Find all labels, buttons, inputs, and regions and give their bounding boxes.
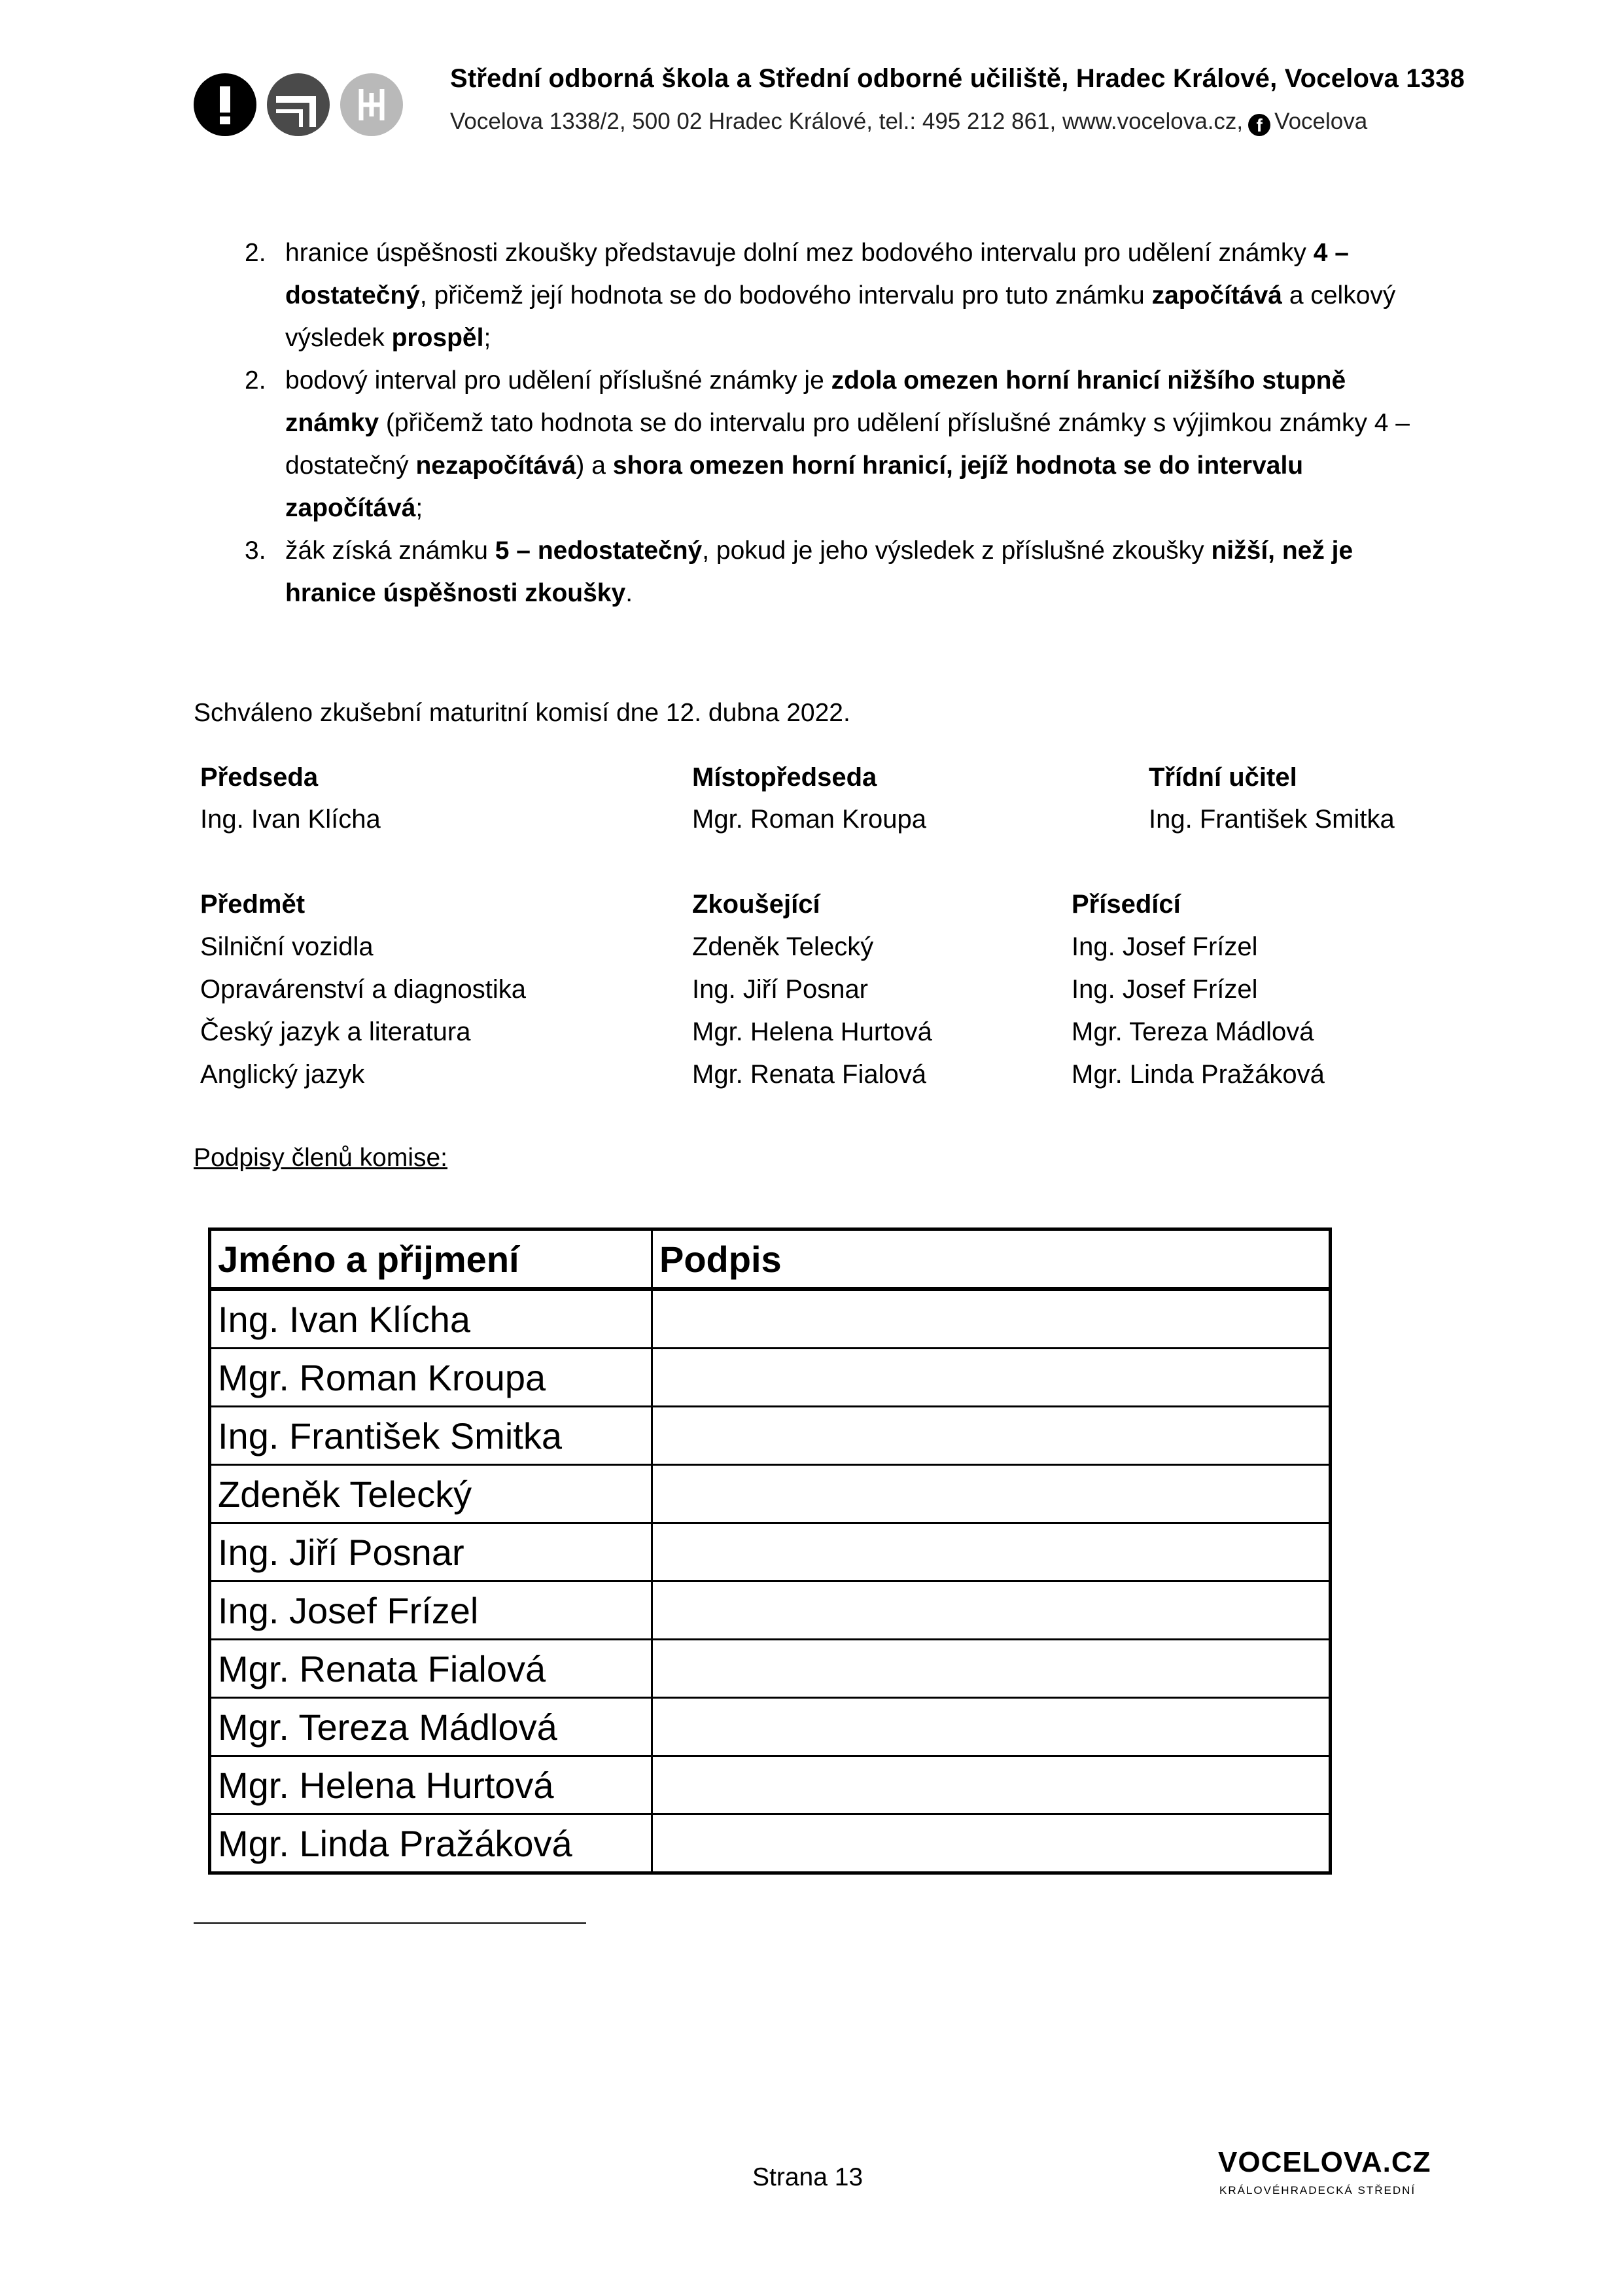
plain-text: (přičemž tato hodnota se do intervalu pro udělení příslušné známky s výjimkou známky 4 – dostatečný [285,409,1410,480]
vice-chair-name: Mgr. Roman Kroupa [692,805,926,834]
brand-logo: VOCELOVA.CZ [1218,2146,1431,2178]
emphasis-text: shora omezen horní hranicí, jejíž hodnota se do intervalu započítává [285,451,1304,522]
emphasis-text: 4 – dostatečný [285,239,1349,309]
signature-column-header: Podpis [652,1229,1331,1290]
vice-chair-label: Místopředseda [692,763,877,792]
examiner-name: Mgr. Renata Fialová [692,1060,926,1089]
emphasis-text: nižší, než je hranice úspěšnosti zkoušky [285,537,1353,607]
signature-cell[interactable] [652,1640,1331,1698]
school-name: Střední odborná škola a Střední odborné učiliště, Hradec Králové, Vocelova 1338 [450,64,1465,93]
member-name: Ing. František Smitka [210,1407,652,1465]
subject-name: Anglický jazyk [200,1060,365,1089]
plain-text: ) a [576,451,613,480]
signature-cell[interactable] [652,1465,1331,1523]
signature-cell[interactable] [652,1523,1331,1581]
plain-text: žák získá známku [285,537,495,565]
member-name: Mgr. Renata Fialová [210,1640,652,1698]
subject-name: Český jazyk a literatura [200,1017,471,1046]
emphasis-text: prospěl [391,324,484,352]
signature-cell[interactable] [652,1289,1331,1349]
class-teacher-label: Třídní učitel [1149,763,1297,792]
emphasis-text: zdola omezen horní hranicí nižšího stupně známky [285,366,1346,437]
assessor-name: Ing. Josef Frízel [1072,975,1258,1004]
brand-tagline: KRÁLOVÉHRADECKÁ STŘEDNÍ [1219,2184,1416,2197]
assessor-header: Přísedící [1072,890,1181,919]
table-row [210,1814,1331,1873]
member-name: Ing. Ivan Klícha [210,1289,652,1349]
emphasis-text: započítává [1151,281,1282,309]
signature-cell[interactable] [652,1756,1331,1814]
list-item [245,232,1442,359]
assessor-name: Ing. Josef Frízel [1072,932,1258,961]
signature-cell[interactable] [652,1814,1331,1873]
examiner-name: Mgr. Helena Hurtová [692,1017,932,1046]
signature-cell[interactable] [652,1698,1331,1756]
plain-text: ; [415,494,423,522]
facebook-label: Vocelova [1274,109,1368,134]
plain-text: , pokud je jeho výsledek z příslušné zkoušky [702,537,1212,565]
plain-text: bodový interval pro udělení příslušné známky je [285,366,831,395]
list-number: 2. [245,366,266,395]
member-name: Mgr. Helena Hurtová [210,1756,652,1814]
signature-cell[interactable] [652,1349,1331,1407]
school-logos [194,73,403,136]
road-logo-icon [267,73,330,136]
emphasis-text: 5 – nedostatečný [495,537,703,565]
contact-text: Vocelova 1338/2, 500 02 Hradec Králové, tel.: 495 212 861, www.vocelova.cz, [450,109,1244,134]
page-number: Strana 13 [752,2163,864,2191]
class-teacher-name: Ing. František Smitka [1149,805,1395,834]
facebook-icon: f [1248,114,1270,136]
signatures-label: Podpisy členů komise: [194,1144,448,1172]
table-row [210,1640,1331,1698]
school-contact [450,109,1367,136]
footnote-separator [194,1922,586,1924]
table-row [210,1289,1331,1349]
plain-text: . [625,579,633,607]
examiner-name: Zdeněk Telecký [692,932,874,961]
subject-name: Silniční vozidla [200,932,374,961]
list-text [285,232,1442,359]
plain-text: a celkový výsledek [285,281,1396,352]
table-row [210,1349,1331,1407]
plain-text: ; [483,324,491,352]
member-name: Ing. Jiří Posnar [210,1523,652,1581]
signature-cell[interactable] [652,1407,1331,1465]
signature-cell[interactable] [652,1581,1331,1640]
list-text [285,529,1442,614]
emphasis-text: nezapočítává [415,451,576,480]
member-name: Ing. Josef Frízel [210,1581,652,1640]
table-row [210,1523,1331,1581]
approval-statement: Schváleno zkušební maturitní komisí dne 12. dubna 2022. [194,699,850,727]
plain-text: hranice úspěšnosti zkoušky představuje dolní mez bodového intervalu pro udělení známky [285,239,1314,267]
table-row [210,1465,1331,1523]
examiner-name: Ing. Jiří Posnar [692,975,869,1004]
table-row [210,1407,1331,1465]
subject-header: Předmět [200,890,305,919]
member-name: Mgr. Roman Kroupa [210,1349,652,1407]
school-logo-icon [194,73,256,136]
name-column-header: Jméno a přijmení [210,1229,652,1290]
list-text [285,359,1442,529]
assessor-name: Mgr. Tereza Mádlová [1072,1017,1314,1046]
list-number: 2. [245,239,266,267]
table-row [210,1581,1331,1640]
table-row [210,1698,1331,1756]
list-item [245,529,1442,614]
list-number: 3. [245,537,266,565]
workshop-logo-icon [340,73,403,136]
chair-label: Předseda [200,763,319,792]
list-item [245,359,1442,529]
rules-list [245,232,1442,614]
assessor-name: Mgr. Linda Pražáková [1072,1060,1325,1089]
examiner-header: Zkoušející [692,890,820,919]
plain-text: , přičemž její hodnota se do bodového intervalu pro tuto známku [419,281,1152,309]
table-row [210,1756,1331,1814]
table-header-row [210,1229,1331,1290]
subject-name: Opravárenství a diagnostika [200,975,527,1004]
member-name: Mgr. Tereza Mádlová [210,1698,652,1756]
signature-table [208,1227,1332,1875]
member-name: Mgr. Linda Pražáková [210,1814,652,1873]
chair-name: Ing. Ivan Klícha [200,805,381,834]
member-name: Zdeněk Telecký [210,1465,652,1523]
